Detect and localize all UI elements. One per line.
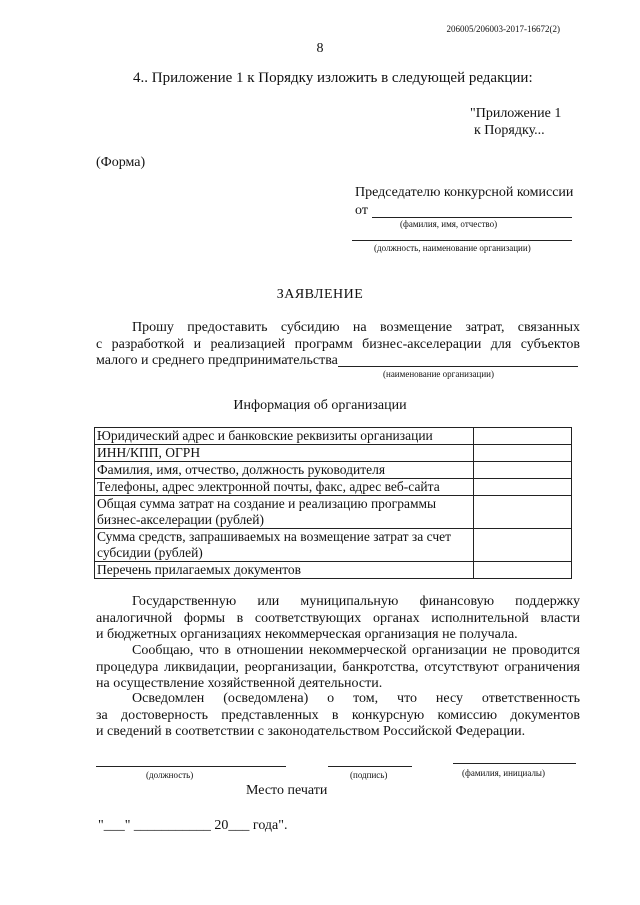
request-line2: с разработкой и реализацией программ бизнес-акселерации для субъектов	[96, 336, 580, 352]
statement-3-line3: и сведений в соответствии с законодательством Российской Федерации.	[96, 724, 526, 739]
from-name-line	[372, 217, 572, 218]
stamp-place: Место печати	[246, 783, 328, 798]
signature-name-caption: (фамилия, инициалы)	[462, 768, 545, 778]
date-line: "___" ___________ 20___ года".	[98, 818, 288, 833]
statement-2-line2: процедура ликвидации, реорганизации, банкротства, отсутствуют ограничения	[96, 659, 580, 675]
table-row	[95, 479, 572, 496]
statement-3-line2: за достоверность представленных в конкурсную комиссию документов	[96, 707, 580, 723]
table-cell-value[interactable]	[474, 428, 572, 445]
table-cell-label: Юридический адрес и банковские реквизиты организации	[95, 428, 474, 445]
table-cell-label: Общая сумма затрат на создание и реализацию программы бизнес-акселерации (рублей)	[95, 496, 474, 529]
addressee-from-label: от	[355, 203, 368, 218]
table-cell-value[interactable]	[474, 479, 572, 496]
org-name-line	[338, 366, 578, 367]
statement-paragraph-1	[96, 594, 580, 644]
name-caption: (фамилия, имя, отчество)	[400, 219, 498, 229]
name-signature-line	[453, 763, 576, 764]
signature-position-caption: (должность)	[146, 770, 194, 780]
table-cell-value[interactable]	[474, 445, 572, 462]
table-cell-value[interactable]	[474, 496, 572, 529]
table-row	[95, 445, 572, 462]
position-caption: (должность, наименование организации)	[374, 243, 531, 253]
statement-1-line1: Государственную или муниципальную финансовую поддержку	[132, 594, 580, 609]
position-line	[352, 240, 572, 241]
statement-3-line1: Осведомлен (осведомлена) о том, что несу ответственность	[132, 691, 580, 706]
form-label: (Форма)	[96, 155, 146, 170]
table-row	[95, 496, 572, 529]
table-row	[95, 562, 572, 579]
table-cell-label: Сумма средств, запрашиваемых на возмещение затрат за счет субсидии (рублей)	[95, 529, 474, 562]
request-line1: Прошу предоставить субсидию на возмещение затрат, связанных	[132, 320, 580, 335]
addressee-to: Председателю конкурсной комиссии	[355, 185, 574, 200]
position-signature-line	[96, 766, 286, 767]
table-cell-label: ИНН/КПП, ОГРН	[95, 445, 474, 462]
attachment-ref-line1: "Приложение 1	[470, 106, 562, 121]
table-cell-label: Перечень прилагаемых документов	[95, 562, 474, 579]
info-table	[94, 427, 572, 579]
statement-2-line3: на осуществление хозяйственной деятельности.	[96, 676, 383, 691]
attachment-ref-line2: к Порядку...	[474, 123, 545, 138]
org-caption: (наименование организации)	[383, 369, 494, 379]
table-cell-value[interactable]	[474, 529, 572, 562]
statement-paragraph-3	[96, 691, 580, 741]
table-row	[95, 529, 572, 562]
table-cell-value[interactable]	[474, 462, 572, 479]
document-id: 206005/206003-2017-16672(2)	[446, 24, 560, 34]
table-cell-value[interactable]	[474, 562, 572, 579]
page-number: 8	[316, 41, 324, 56]
statement-1-line3: и бюджетных организациях некоммерческая организация не получала.	[96, 627, 518, 642]
sign-signature-line	[328, 766, 412, 767]
table-row	[95, 428, 572, 445]
statement-1-line2: аналогичной формы в соответствующих органах исполнительной власти	[96, 610, 580, 626]
table-row	[95, 462, 572, 479]
amendment-text: 4.. Приложение 1 к Порядку изложить в следующей редакции:	[133, 70, 533, 86]
request-paragraph	[96, 320, 580, 370]
request-line3: малого и среднего предпринимательства	[96, 353, 338, 368]
info-heading: Информация об организации	[233, 398, 407, 413]
statement-2-line1: Сообщаю, что в отношении некоммерческой организации не проводится	[132, 643, 580, 658]
signature-sign-caption: (подпись)	[350, 770, 388, 780]
document-title: ЗАЯВЛЕНИЕ	[276, 287, 364, 302]
table-cell-label: Фамилия, имя, отчество, должность руководителя	[95, 462, 474, 479]
table-cell-label: Телефоны, адрес электронной почты, факс, адрес веб-сайта	[95, 479, 474, 496]
statement-paragraph-2	[96, 643, 580, 693]
